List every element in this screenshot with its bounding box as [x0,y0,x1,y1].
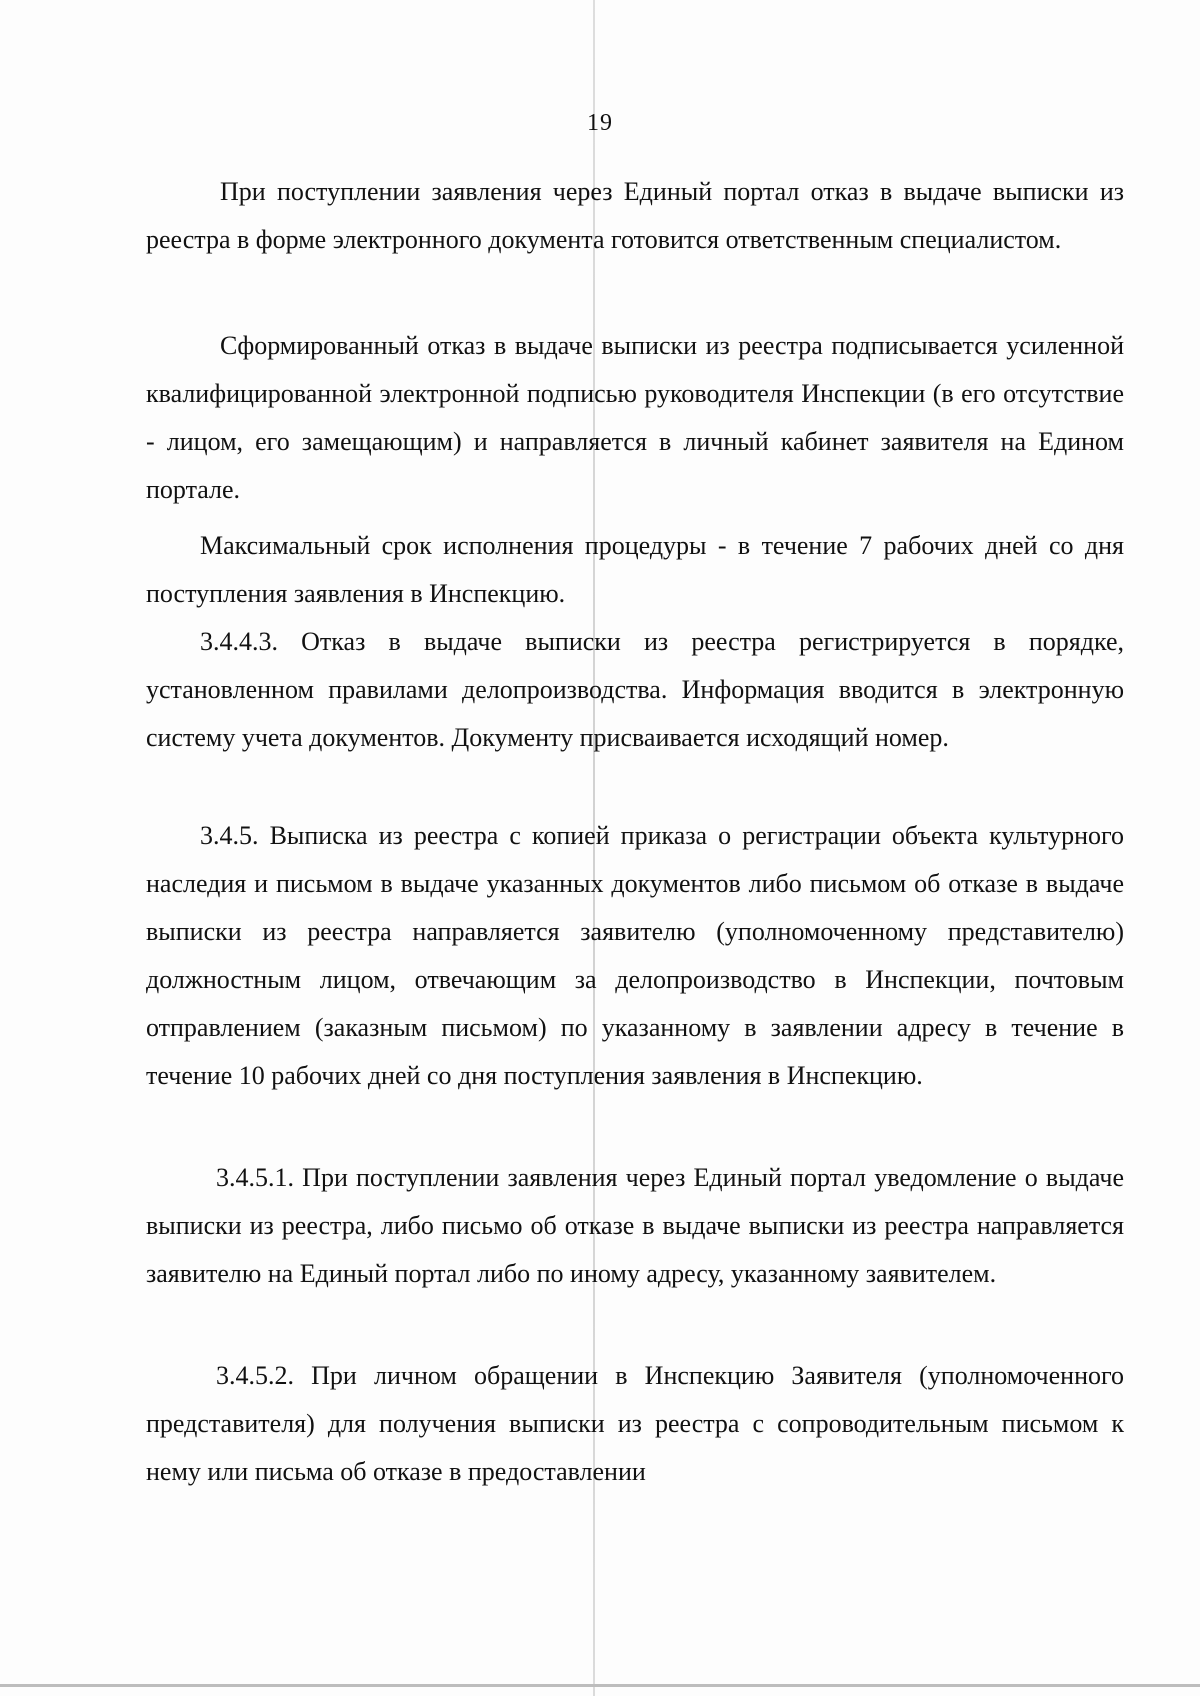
text-line: выдаче выписки из реестра, либо письмо об отказе в выдаче выписки из реестра [146,1163,1125,1240]
paragraph-signed-refusal [146,322,1124,514]
text-line: дня поступления заявления в Инспекцию. [146,531,1124,608]
text-line: заявителем. [865,1259,997,1288]
text-line: Инспекции (в его отсутствие - лицом, его замещающим) и направляется в [146,379,1124,456]
paragraph-portal-refusal [146,168,1124,264]
text-line: направляется заявителю на Единый портал либо по иному адресу, указанному [146,1211,1124,1288]
text-line: личный кабинет заявителя на Едином портале. [146,427,1124,504]
text-line: делопроизводство в Инспекции, почтовым отправлением (заказным письмом) [146,965,1124,1042]
text-line: ответственным специалистом. [725,225,1062,254]
paragraph-3-4-5 [146,812,1124,1100]
text-line: 3.4.5.1. При поступлении заявления через Единый портал уведомление о [216,1163,1038,1192]
text-line: установленном правилами делопроизводства. Информация вводится в [146,675,965,704]
text-line: Сформированный отказ в выдаче выписки из реестра подписывается [220,331,998,360]
paragraph-3-4-5-2 [146,1352,1124,1496]
text-line: (уполномоченного представителя) для получения выписки из реестра с [146,1361,1125,1438]
text-line: культурного наследия и письмом в выдаче указанных документов либо [146,821,1125,898]
text-line: 3.4.5.2. При личном обращении в Инспекцию Заявителя [216,1361,902,1390]
text-line: При поступлении заявления через Единый портал отказ в выдаче [220,177,982,206]
paragraph-max-term [146,522,1124,618]
text-line: сопроводительным письмом к нему или письма об отказе в предоставлении [146,1409,1124,1486]
text-line: 3.4.5. Выписка из реестра с копией приказа о регистрации объекта [200,821,979,850]
paragraph-3-4-4-3 [146,618,1124,762]
text-line: письмом об отказе в выдаче выписки из реестра направляется заявителю [146,869,1125,946]
text-line: по указанному в заявлении адресу в течение в течение 10 рабочих дней со дня [146,1013,1124,1090]
text-line: выписки из реестра в форме электронного документа готовится [146,177,1125,254]
text-line: усиленной квалифицированной электронной подписью руководителя [146,331,1124,408]
text-line: Максимальный срок исполнения процедуры - в течение 7 рабочих дней со [200,531,1074,560]
text-line: номер. [874,723,949,752]
scan-bottom-edge [0,1684,1200,1687]
page-number: 19 [587,110,613,136]
paragraph-3-4-5-1 [146,1154,1124,1298]
text-line: поступления заявления в Инспекцию. [503,1061,923,1090]
text-line: 3.4.4.3. Отказ в выдаче выписки из реестра регистрируется в порядке, [200,627,1124,656]
text-line: (уполномоченному представителю) должностным лицом, отвечающим за [146,917,1125,994]
text-line: электронную систему учета документов. Документу присваивается исходящий [146,675,1124,752]
